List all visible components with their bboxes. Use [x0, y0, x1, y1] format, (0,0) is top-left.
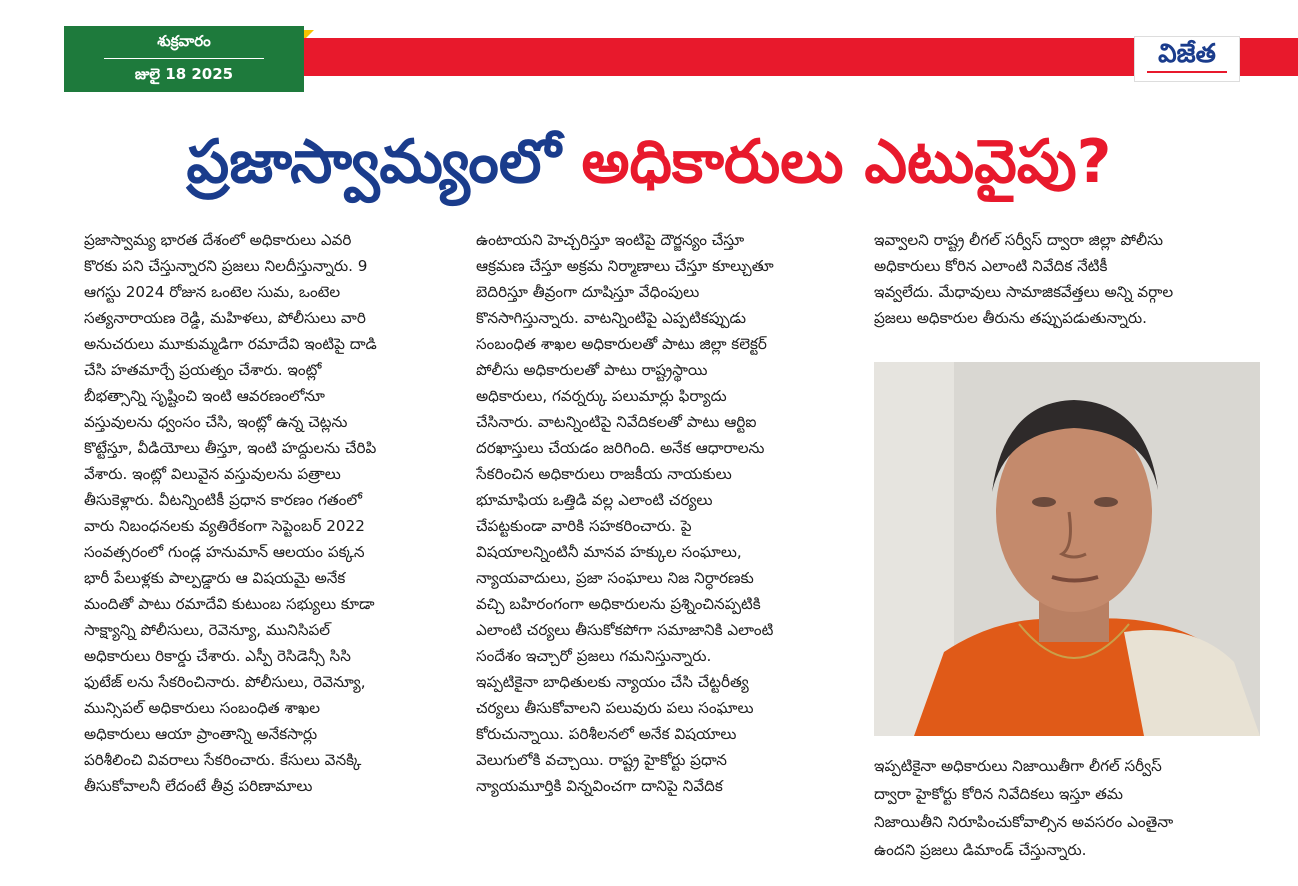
text-line: వస్తువులను ధ్వంసం చేసి, ఇంట్లో ఉన్న చెట్లను [84, 413, 348, 431]
text-line: న్యాయమూర్తికి విన్నవించగా దానిపై నివేదిక [476, 777, 723, 795]
caption-line: ఇప్పటికైనా అధికారులు నిజాయితీగా లీగల్ సర్వీస్ [874, 757, 1162, 775]
text-line: ఫుటేజ్ లను సేకరించినారు. పోలీసులు, రెవెన్యూ, [84, 673, 366, 691]
issue-day: శుక్రవారం [157, 32, 211, 50]
text-line: ఇప్పటికైనా బాధితులకు న్యాయం చేసి చేట్టరీత్య [476, 673, 749, 691]
logo-underline [1147, 71, 1227, 73]
text-line: వారు నిబంధనలకు వ్యతిరేకంగా సెప్టెంబర్ 2022 [84, 517, 365, 535]
text-line: అధికారులు, గవర్నర్కు పలుమార్లు ఫిర్యాదు [476, 387, 727, 405]
portrait-illustration [874, 362, 1260, 736]
article-column-3 [874, 228, 1260, 332]
text-line: సేకరించిన అధికారులు రాజకీయ నాయకులు [476, 465, 732, 483]
text-line: పరిశీలించి వివరాలు సేకరించారు. కేసులు వెనక్కి [84, 751, 362, 769]
text-line: చేపట్టకుండా వారికి సహకరించారు. పై [476, 517, 692, 535]
text-line: తీసుకోవాలనీ లేదంటే తీవ్ర పరిణామాలు [84, 777, 313, 795]
headline-part-1: ప్రజాస్వామ్యంలో [186, 127, 561, 197]
text-line: వచ్చి బహిరంగంగా అధికారులను ప్రశ్నించినప్పటికి [476, 595, 761, 613]
text-line: పోలీసు అధికారులతో పాటు రాష్ట్రస్థాయి [476, 361, 708, 379]
text-line: ఆక్రమణ చేస్తూ అక్రమ నిర్మాణాలు చేస్తూ కూల్చుతూ [476, 257, 774, 275]
article-column-2 [476, 228, 854, 800]
text-line: అధికారులు కోరిన ఎలాంటి నివేదిక నేటికీ [874, 257, 1108, 275]
text-line: చర్యలు తీసుకోవాలని పలువురు పలు సంఘాలు [476, 699, 754, 717]
text-line: సంవత్సరంలో గుండ్ల హనుమాన్ ఆలయం పక్కన [84, 543, 365, 561]
text-line: అనుచరులు మూకుమ్మడిగా రమాదేవి ఇంటిపై దాడి [84, 335, 377, 353]
logo-name: విజేత [1158, 39, 1216, 69]
text-line: ప్రజాస్వామ్య భారత దేశంలో అధికారులు ఎవరి [84, 231, 352, 249]
text-line: కొట్టేస్తూ, వీడియోలు తీస్తూ, ఇంటి హద్దులను చేరిపి [84, 439, 377, 457]
text-line: చేసినారు. వాటన్నింటిపై నివేదికలతో పాటు ఆర్టిఐ [476, 413, 757, 431]
text-line: తీసుకెళ్లారు. వీటన్నింటికీ ప్రధాన కారణం గతంలో [84, 491, 362, 509]
text-line: అధికారులు రికార్డు చేశారు. ఎస్పీ రెసిడెన్సీ సిసి [84, 647, 351, 665]
caption-line: ద్వారా హైకోర్టు కోరిన నివేదికలు ఇస్తూ తమ [874, 785, 1123, 803]
issue-date: జులై 18 2025 [134, 65, 234, 83]
text-line: ఉంటాయని హెచ్చరిస్తూ ఇంటిపై దౌర్జన్యం చేస్తూ [476, 231, 745, 249]
text-line: వెలుగులోకి వచ్చాయి. రాష్ట్ర హైకోర్టు ప్రధాన [476, 751, 727, 769]
text-line: న్యాయవాదులు, ప్రజా సంఘాలు నిజ నిర్ధారణకు [476, 569, 754, 587]
date-box [64, 26, 304, 92]
caption-line: ఉందని ప్రజలు డిమాండ్ చేస్తున్నారు. [874, 841, 1087, 859]
text-line: ఎలాంటి చర్యలు తీసుకోకపోగా సమాజానికి ఎలాంటి [476, 621, 774, 639]
photo-caption [874, 752, 1260, 864]
text-line: సందేశం ఇచ్చారో ప్రజలు గమనిస్తున్నారు. [476, 647, 712, 665]
text-line: ఇవ్వాలని రాష్ట్ర లీగల్ సర్వీస్ ద్వారా జిల్లా పోలీసు [874, 231, 1164, 249]
text-line: మందితో పాటు రమాదేవి కుటుంబ సభ్యులు కూడా [84, 595, 375, 613]
article-photo [874, 362, 1260, 736]
text-line: కొనసాగిస్తున్నారు. వాటన్నింటిపై ఎప్పటికప్పుడు [476, 309, 747, 327]
newspaper-logo [1134, 36, 1240, 82]
text-line: సాక్ష్యాన్ని పోలీసులు, రెవెన్యూ, మునిసిపల్ [84, 621, 331, 639]
article-column-1 [84, 228, 444, 800]
text-line: బెదిరిస్తూ తీవ్రంగా దూషిస్తూ వేధింపులు [476, 283, 700, 301]
text-line: సంబంధిత శాఖల అధికారులతో పాటు జిల్లా కలెక్టర్ [476, 335, 767, 353]
article-headline [0, 122, 1298, 202]
text-line: భారీ పేలుళ్లకు పాల్పడ్డారు ఆ విషయమై అనేక [84, 569, 346, 587]
text-line: ఆగస్టు 2024 రోజున ఒంటెల సుమ, ఒంటెల [84, 283, 341, 301]
text-line: ఇవ్వలేదు. మేధావులు సామాజికవేత్తలు అన్ని వర్గాల [874, 283, 1174, 301]
text-line: దరఖాస్తులు చేయడం జరిగింది. అనేక ఆధారాలను [476, 439, 765, 457]
text-line: కొరకు పని చేస్తున్నారని ప్రజలు నిలదీస్తున్నారు. 9 [84, 257, 368, 275]
text-line: అధికారులు ఆయా ప్రాంతాన్ని అనేకసార్లు [84, 725, 318, 743]
text-line: చేసి హతమార్చే ప్రయత్నం చేశారు. ఇంట్లో [84, 361, 322, 379]
text-line: కోరుచున్నాయి. పరిశీలనలో అనేక విషయాలు [476, 725, 737, 743]
headline-part-2: అధికారులు ఎటువైపు? [581, 127, 1112, 197]
text-line: భూమాఫియ ఒత్తిడి వల్ల ఎలాంటి చర్యలు [476, 491, 713, 509]
text-line: విషయాలన్నింటినీ మానవ హక్కుల సంఘాలు, [476, 543, 742, 561]
caption-line: నిజాయితీని నిరూపించుకోవాల్సిన అవసరం ఎంతైనా [874, 813, 1174, 831]
text-line: వేశారు. ఇంట్లో విలువైన వస్తువులను పత్రాలు [84, 465, 341, 483]
text-line: మున్సిపల్ అధికారులు సంబంధిత శాఖల [84, 699, 321, 717]
date-divider [104, 58, 264, 59]
text-line: సత్యనారాయణ రెడ్డి, మహిళలు, పోలీసులు వారి [84, 309, 366, 327]
text-line: బీభత్సాన్ని సృష్టించి ఇంటి ఆవరణంలోనూ [84, 387, 325, 405]
text-line: ప్రజలు అధికారుల తీరును తప్పుపడుతున్నారు. [874, 309, 1147, 327]
